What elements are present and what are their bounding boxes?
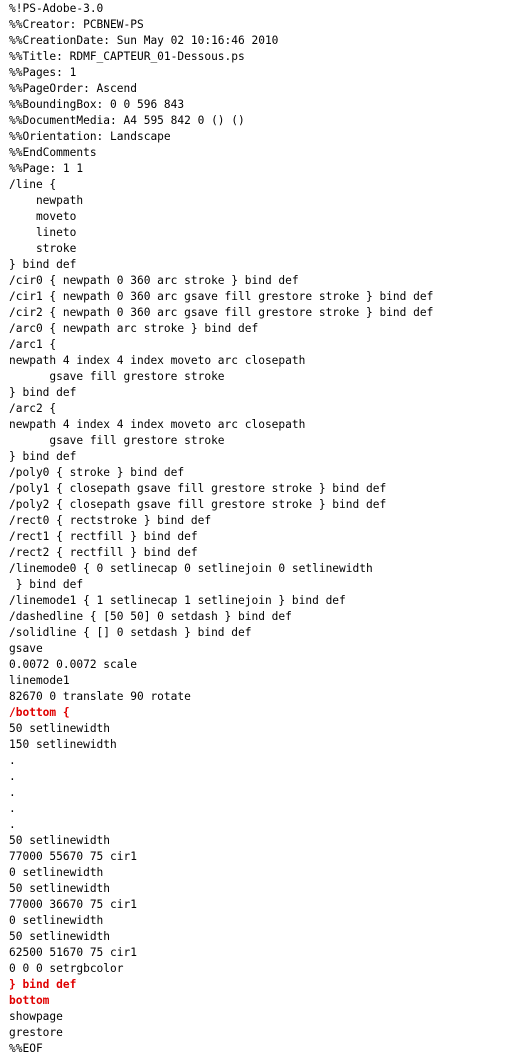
code-line: /poly1 { closepath gsave fill grestore stroke } bind def <box>9 482 387 495</box>
code-line: 82670 0 translate 90 rotate <box>9 690 191 703</box>
code-line: . <box>9 786 16 799</box>
highlighted-code-line: bottom <box>9 994 50 1007</box>
code-line: 50 setlinewidth <box>9 930 111 943</box>
code-line: 77000 36670 75 cir1 <box>9 898 137 911</box>
code-line: %%BoundingBox: 0 0 596 843 <box>9 98 185 111</box>
code-line: 150 setlinewidth <box>9 738 117 751</box>
code-line: lineto <box>9 226 77 239</box>
highlighted-code-line: /bottom { <box>9 706 70 719</box>
code-line: /arc0 { newpath arc stroke } bind def <box>9 322 259 335</box>
code-line: /rect1 { rectfill } bind def <box>9 530 198 543</box>
code-line: } bind def <box>9 450 77 463</box>
code-line: %%Title: RDMF_CAPTEUR_01-Dessous.ps <box>9 50 245 63</box>
code-line: 50 setlinewidth <box>9 882 111 895</box>
code-line: gsave fill grestore stroke <box>9 370 225 383</box>
code-line: /poly2 { closepath gsave fill grestore stroke } bind def <box>9 498 387 511</box>
code-line: stroke <box>9 242 77 255</box>
postscript-code-listing <box>9 1 433 1057</box>
code-line: /solidline { [] 0 setdash } bind def <box>9 626 252 639</box>
code-line: } bind def <box>9 386 77 399</box>
code-line: 0.0072 0.0072 scale <box>9 658 137 671</box>
code-line: /rect0 { rectstroke } bind def <box>9 514 212 527</box>
code-line: /linemode1 { 1 setlinecap 1 setlinejoin } bind def <box>9 594 346 607</box>
code-line: /arc2 { <box>9 402 57 415</box>
code-line: /dashedline { [50 50] 0 setdash } bind def <box>9 610 292 623</box>
code-line: newpath 4 index 4 index moveto arc closepath <box>9 354 306 367</box>
highlighted-code-line: } bind def <box>9 978 77 991</box>
code-line: . <box>9 818 16 831</box>
code-line: 0 setlinewidth <box>9 914 104 927</box>
code-line: /cir2 { newpath 0 360 arc gsave fill grestore stroke } bind def <box>9 306 434 319</box>
code-line: /arc1 { <box>9 338 57 351</box>
code-line: 62500 51670 75 cir1 <box>9 946 137 959</box>
code-line: /rect2 { rectfill } bind def <box>9 546 198 559</box>
code-line: . <box>9 754 16 767</box>
code-line: %%DocumentMedia: A4 595 842 0 () () <box>9 114 245 127</box>
code-line: /cir0 { newpath 0 360 arc stroke } bind def <box>9 274 299 287</box>
code-line: %%CreationDate: Sun May 02 10:16:46 2010 <box>9 34 279 47</box>
code-line: /cir1 { newpath 0 360 arc gsave fill grestore stroke } bind def <box>9 290 434 303</box>
code-line: } bind def <box>9 578 84 591</box>
code-line: 50 setlinewidth <box>9 834 111 847</box>
code-line: 77000 55670 75 cir1 <box>9 850 137 863</box>
code-line: /line { <box>9 178 57 191</box>
code-line: grestore <box>9 1026 63 1039</box>
code-line: moveto <box>9 210 77 223</box>
code-line: /linemode0 { 0 setlinecap 0 setlinejoin 0 setlinewidth <box>9 562 373 575</box>
code-line: 0 0 0 setrgbcolor <box>9 962 124 975</box>
code-line: %%EndComments <box>9 146 97 159</box>
code-line: . <box>9 802 16 815</box>
code-line: } bind def <box>9 258 77 271</box>
code-line: /poly0 { stroke } bind def <box>9 466 185 479</box>
code-line: %!PS-Adobe-3.0 <box>9 2 104 15</box>
code-line: %%EOF <box>9 1042 43 1055</box>
code-line: %%Page: 1 1 <box>9 162 84 175</box>
code-line: 50 setlinewidth <box>9 722 111 735</box>
code-line: . <box>9 770 16 783</box>
code-line: %%Orientation: Landscape <box>9 130 171 143</box>
code-line: %%PageOrder: Ascend <box>9 82 137 95</box>
code-line: linemode1 <box>9 674 70 687</box>
code-line: gsave fill grestore stroke <box>9 434 225 447</box>
code-line: 0 setlinewidth <box>9 866 104 879</box>
code-line: %%Creator: PCBNEW-PS <box>9 18 144 31</box>
code-line: showpage <box>9 1010 63 1023</box>
code-line: newpath <box>9 194 84 207</box>
code-line: %%Pages: 1 <box>9 66 77 79</box>
code-line: gsave <box>9 642 43 655</box>
code-line: newpath 4 index 4 index moveto arc closepath <box>9 418 306 431</box>
